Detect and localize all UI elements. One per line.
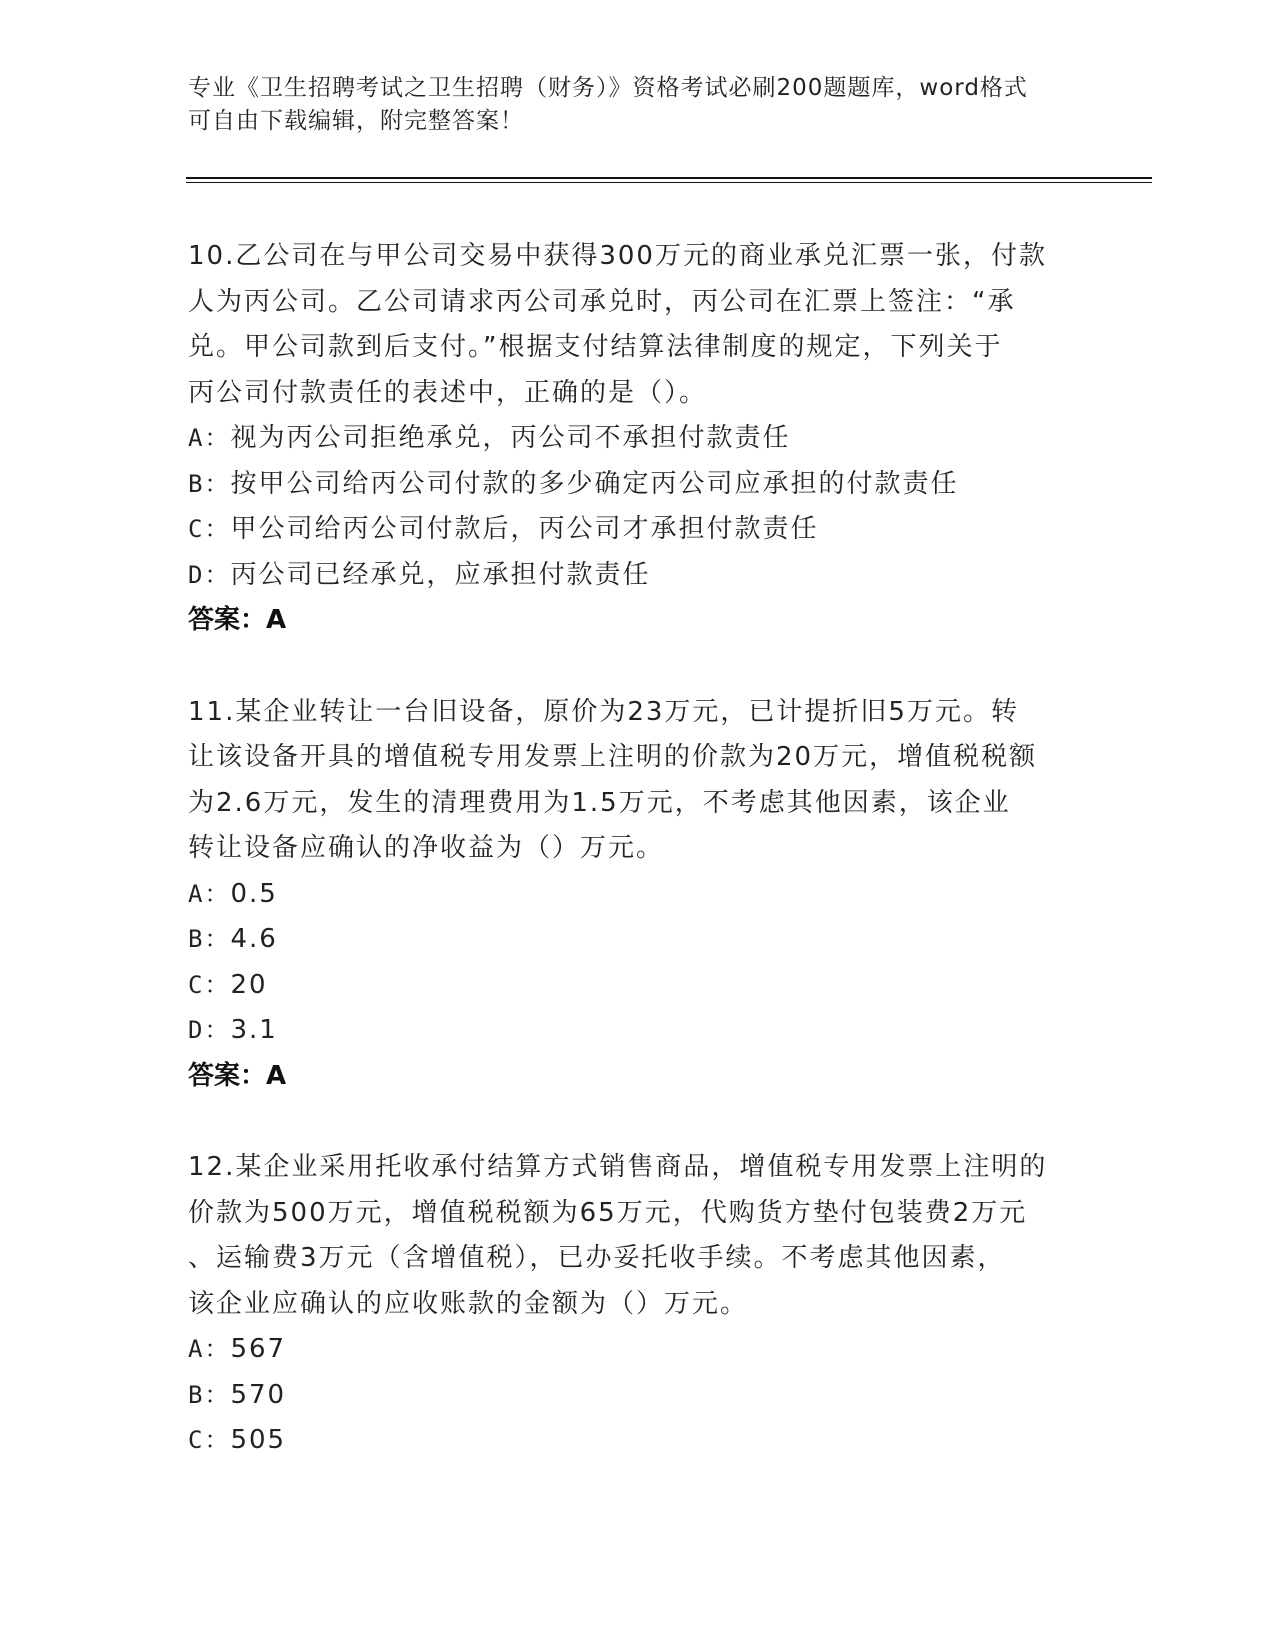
stem-line: 让该设备开具的增值税专用发票上注明的价款为20万元，增值税税额	[188, 742, 1038, 772]
stem-line: 11.某企业转让一台旧设备，原价为23万元，已计提折旧5万元。转	[188, 696, 1019, 727]
option-b	[188, 1373, 1088, 1419]
option-letter: A：	[188, 424, 231, 452]
question-10	[188, 234, 1088, 644]
option-b	[188, 462, 1088, 508]
stem-line: 人为丙公司。乙公司请求丙公司承兑时，丙公司在汇票上签注：“承	[188, 286, 1016, 317]
header-divider-thick	[186, 177, 1152, 179]
option-text: 3.1	[230, 1015, 278, 1045]
option-a	[188, 872, 1088, 918]
option-text: 0.5	[230, 878, 278, 909]
question-stem	[188, 690, 1088, 872]
stem-line: 为2.6万元，发生的清理费用为1.5万元，不考虑其他因素，该企业	[188, 787, 1011, 818]
option-c	[188, 963, 1088, 1009]
option-letter: D：	[188, 560, 231, 589]
option-text: 570	[230, 1379, 287, 1410]
question-stem	[188, 234, 1088, 416]
option-letter: B：	[188, 925, 231, 953]
option-c	[188, 507, 1088, 553]
option-letter: B：	[188, 1380, 231, 1409]
option-letter: C：	[188, 515, 231, 543]
question-stem	[188, 1145, 1088, 1327]
option-text: 丙公司已经承兑，应承担付款责任	[230, 559, 651, 590]
option-text: 甲公司给丙公司付款后，丙公司才承担付款责任	[230, 514, 819, 544]
stem-line: 10.乙公司在与甲公司交易中获得300万元的商业承兑汇票一张，付款	[188, 241, 1047, 271]
stem-line: 12.某企业采用托收承付结算方式销售商品，增值税专用发票上注明的	[188, 1152, 1048, 1182]
option-b	[188, 917, 1088, 963]
stem-line: 价款为500万元，增值税税额为65万元，代购货方垫付包装费2万元	[188, 1197, 1028, 1228]
option-letter: C：	[188, 1426, 231, 1454]
stem-line: 兑。甲公司款到后支付。”根据支付结算法律制度的规定，下列关于	[188, 332, 1003, 362]
option-a	[188, 1327, 1088, 1373]
option-a	[188, 416, 1088, 462]
option-letter: D：	[188, 1016, 231, 1044]
option-text: 567	[230, 1334, 287, 1364]
document-header	[188, 72, 1088, 138]
stem-line: 丙公司付款责任的表述中，正确的是（）。	[188, 377, 708, 408]
question-11	[188, 690, 1088, 1100]
option-text: 505	[230, 1425, 287, 1455]
option-d	[188, 553, 1088, 599]
stem-line: 该企业应确认的应收账款的金额为（）万元。	[188, 1288, 749, 1319]
option-letter: B：	[188, 469, 231, 498]
header-title-line-1: 专业《卫生招聘考试之卫生招聘（财务）》资格考试必刷200题题库，word格式	[188, 75, 1028, 101]
option-text: 4.6	[230, 924, 278, 954]
option-c	[188, 1418, 1088, 1464]
answer-line: 答案：A	[188, 605, 287, 635]
stem-line: 、运输费3万元（含增值税），已办妥托收手续。不考虑其他因素，	[188, 1243, 1006, 1273]
question-12	[188, 1145, 1088, 1464]
answer-line: 答案：A	[188, 1060, 287, 1091]
question-list	[188, 234, 1088, 1510]
option-letter: A：	[188, 1335, 231, 1363]
option-letter: C：	[188, 970, 231, 999]
option-d	[188, 1008, 1088, 1054]
header-divider-thin	[186, 182, 1152, 183]
header-title-line-2: 可自由下载编辑，附完整答案！	[188, 108, 524, 134]
stem-line: 转让设备应确认的净收益为（）万元。	[188, 833, 665, 863]
option-letter: A：	[188, 879, 231, 908]
option-text: 按甲公司给丙公司付款的多少确定丙公司应承担的付款责任	[230, 468, 959, 499]
option-text: 视为丙公司拒绝承兑，丙公司不承担付款责任	[230, 423, 791, 453]
option-text: 20	[230, 969, 268, 1000]
